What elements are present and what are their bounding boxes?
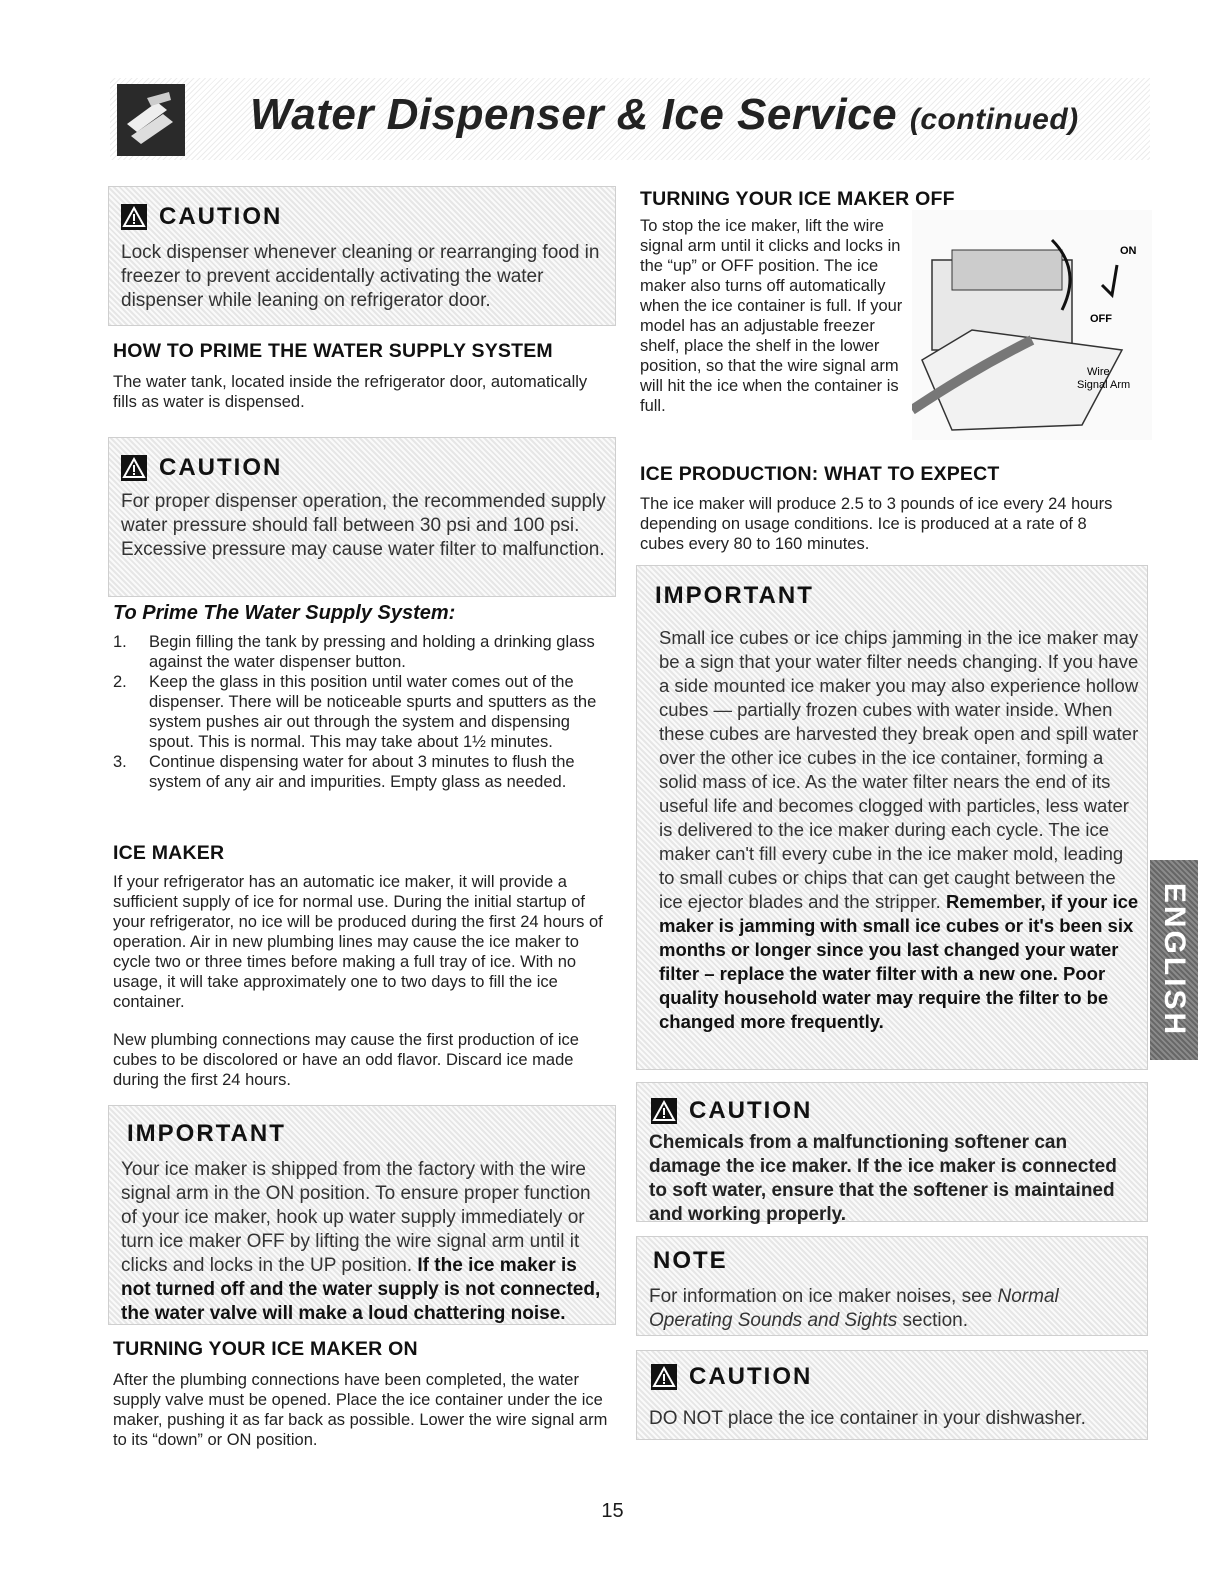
list-item: 1. Begin filling the tank by pressing and holding a drinking glass against the water dispenser button.	[113, 633, 595, 671]
caution-text: DO NOT place the ice container in your dishwasher.	[649, 1408, 1086, 1429]
ice-maker-p1: If your refrigerator has an automatic ice maker, it will provide a sufficient supply of ice for normal use. During the initial startup of your refrigerator, no ice will be produced during the first 24 hours of operation. Air in new plumbing lines may cause the ice maker to cycle two or three times before making a full tray of ice. With no usage, it will take approximately one to two days to fill the ice container.	[113, 873, 603, 1011]
list-item: 3. Continue dispensing water for about 3 minutes to flush the system of any air and impurities. Empty glass as needed.	[113, 753, 575, 791]
on-label: ON	[1120, 245, 1137, 257]
signal-arm-label: Signal Arm	[1077, 379, 1131, 391]
page-title: Water Dispenser & Ice Service (continued)	[250, 90, 1079, 139]
list-item: 2. Keep the glass in this position until water comes out of the dispenser. There will be noticeable spurts and sputters as the system pushes air out through the system and dispensing spout. This is normal. This may take about 1½ minutes.	[113, 673, 597, 751]
caution-text: Lock dispenser whenever cleaning or rearranging food in freezer to prevent accidentally activating the water dispenser while leaning on refrigerator door.	[121, 242, 600, 311]
important-text: Small ice cubes or ice chips jamming in the ice maker may be a sign that your water filter needs changing. If you have a side mounted ice maker you may also experience hollow cubes — partially frozen cubes with water inside. When these cubes are harvested they break open and spill water over the other ice cubes in the ice container, forming a solid mass of ice. As the water filter nears the end of its useful life and becomes clogged with particles, less water is delivered to the ice maker during each cycle. The ice maker can't fill every cube in the ice maker mold, leading to small cubes or chips that can get caught between the ice ejector blades and the stripper. Remember, if your ice maker is jamming with small ice cubes or it's been six months or longer since you last changed your water filter – replace the water filter with a new one. Poor quality household water may require the filter to be changed more frequently.	[659, 627, 1139, 1032]
caution-box-softener	[636, 1082, 1148, 1225]
ice-maker-p2: New plumbing connections may cause the first production of ice cubes to be discolored or have an odd flavor. Discard ice made during the first 24 hours.	[113, 1031, 579, 1089]
warning-icon	[651, 1364, 677, 1390]
production-text: The ice maker will produce 2.5 to 3 pounds of ice every 24 hours depending on usage conditions. Ice is produced at a rate of 8 cubes every 80 to 160 minutes.	[640, 495, 1113, 553]
caution-heading: CAUTION	[651, 1097, 812, 1125]
note-heading: NOTE	[653, 1247, 728, 1274]
prime-steps-heading: To Prime The Water Supply System:	[113, 602, 456, 624]
caution-box-dishwasher	[636, 1350, 1148, 1440]
important-box-shipping	[108, 1105, 616, 1325]
caution-heading: CAUTION	[121, 203, 282, 231]
warning-icon	[121, 204, 147, 230]
turn-off-heading: TURNING YOUR ICE MAKER OFF	[640, 188, 955, 210]
warning-icon	[651, 1098, 677, 1124]
off-label: OFF	[1090, 313, 1112, 325]
turn-on-heading: TURNING YOUR ICE MAKER ON	[113, 1338, 418, 1360]
page-number: 15	[601, 1500, 624, 1522]
ice-maker-heading: ICE MAKER	[113, 842, 225, 864]
turn-off-text: To stop the ice maker, lift the wire signal arm until it clicks and locks in the “up” or OFF position. The ice maker also turns off automatically when the ice container is full. If your model has an adjustable freezer shelf, place the shelf in the lower position, so that the wire signal arm will hit the ice when the container is full.	[640, 217, 903, 415]
prime-text: The water tank, located inside the refrigerator door, automatically fills as water is dispensed.	[113, 373, 588, 411]
important-heading: IMPORTANT	[655, 582, 814, 609]
warning-icon	[121, 455, 147, 481]
caution-box-lock	[108, 186, 616, 326]
caution-heading: CAUTION	[121, 454, 282, 482]
important-box-filter	[636, 565, 1148, 1070]
language-tab: ENGLISH	[1150, 860, 1198, 1060]
note-box	[636, 1236, 1148, 1336]
caution-box-pressure	[108, 437, 616, 597]
prime-heading: HOW TO PRIME THE WATER SUPPLY SYSTEM	[113, 340, 553, 362]
turn-on-text: After the plumbing connections have been completed, the water supply valve must be opened. Place the ice container under the ice maker, pushing it as far back as possible. Lower the wire signal arm to its “down” or ON position.	[113, 1371, 608, 1449]
ice-maker-figure	[912, 210, 1152, 440]
caution-text: Chemicals from a malfunctioning softener can damage the ice maker. If the ice maker is connected to soft water, ensure that the softener is maintained and working properly.	[649, 1132, 1117, 1225]
wire-label: Wire	[1087, 366, 1110, 378]
caution-heading: CAUTION	[651, 1363, 812, 1391]
production-heading: ICE PRODUCTION: WHAT TO EXPECT	[640, 463, 1000, 485]
note-text: For information on ice maker noises, see Normal Operating Sounds and Sights section.	[649, 1286, 1059, 1331]
prime-steps-list	[113, 632, 613, 792]
caution-text: For proper dispenser operation, the recommended supply water pressure should fall between 30 psi and 100 psi. Excessive pressure may cause water filter to malfunction.	[121, 491, 606, 560]
important-heading: IMPORTANT	[127, 1120, 286, 1147]
important-text: Your ice maker is shipped from the factory with the wire signal arm in the ON position. To ensure proper function of your ice maker, hook up water supply immediately or turn ice maker OFF by lifting the wire signal arm until it clicks and locks in the UP position. If the ice maker is not turned off and the water supply is not connected, the water valve will make a loud chattering noise.	[121, 1159, 601, 1324]
ice-cubes-icon	[117, 84, 185, 156]
